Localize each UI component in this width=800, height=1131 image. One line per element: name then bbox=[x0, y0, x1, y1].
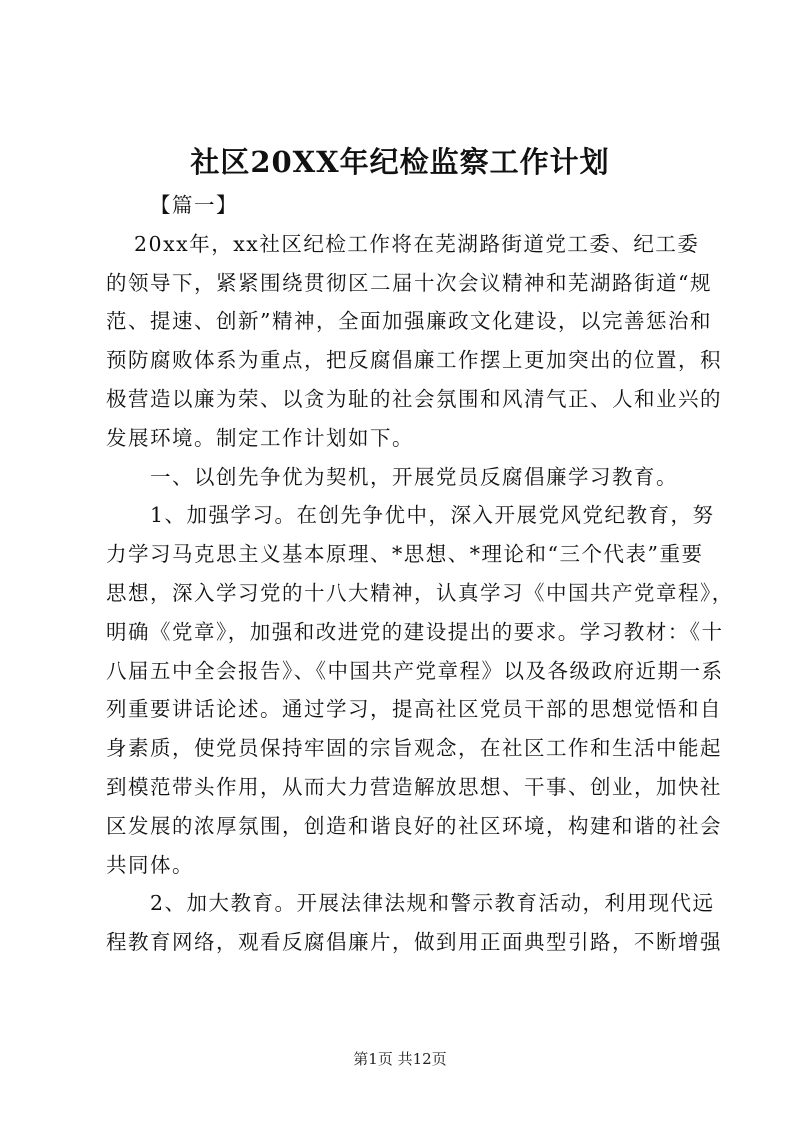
paragraph-line: 1、加强学习。在创先争优中，深入开展党风党纪教育，努 bbox=[150, 503, 715, 528]
page-title: 社区20XX年纪检监察工作计划 bbox=[190, 145, 610, 179]
paragraph-line: 明确《党章》，加强和改进党的建设提出的要求。学习教材：《十 bbox=[106, 619, 724, 644]
paragraph-line: 发展环境。制定工作计划如下。 bbox=[106, 425, 414, 450]
paragraph-line: 2、加大教育。开展法律法规和警示教育活动，利用现代远 bbox=[150, 891, 715, 916]
paragraph-line: 的领导下，紧紧围绕贯彻区二届十次会议精神和芜湖路街道“规 bbox=[106, 270, 712, 295]
paragraph-line: 极营造以廉为荣、以贪为耻的社会氛围和风清气正、人和业兴的 bbox=[106, 386, 722, 411]
paragraph-line: 到模范带头作用，从而大力营造解放思想、干事、创业，加快社 bbox=[106, 774, 722, 799]
paragraph-line: 身素质，使党员保持牢固的宗旨观念，在社区工作和生活中能起 bbox=[106, 736, 722, 761]
paragraph-line: 列重要讲话论述。通过学习，提高社区党员干部的思想觉悟和自 bbox=[106, 697, 722, 722]
paragraph-line: 区发展的浓厚氛围，创造和谐良好的社区环境，构建和谐的社会 bbox=[106, 813, 722, 838]
paragraph-line: 预防腐败体系为重点，把反腐倡廉工作摆上更加突出的位置，积 bbox=[106, 348, 722, 373]
section-heading: 【篇一】 bbox=[150, 193, 238, 217]
section-heading: 一、以创先争优为契机，开展党员反腐倡廉学习教育。 bbox=[150, 464, 678, 489]
paragraph-line: 思想，深入学习党的十八大精神，认真学习《中国共产党章程》， bbox=[106, 580, 734, 605]
paragraph-line: 共同体。 bbox=[106, 852, 194, 877]
page-number: 第1页 共12页 bbox=[353, 1050, 447, 1068]
paragraph-line: 八届五中全会报告》、《中国共产党章程》以及各级政府近期一系 bbox=[106, 658, 724, 683]
paragraph-line: 20xx年，xx社区纪检工作将在芜湖路街道党工委、纪工委 bbox=[134, 231, 700, 256]
paragraph-line: 范、提速、创新”精神，全面加强廉政文化建设，以完善惩治和 bbox=[106, 309, 712, 334]
document-body bbox=[106, 186, 734, 962]
paragraph-line: 力学习马克思主义基本原理、*思想、*理论和“三个代表”重要 bbox=[106, 542, 704, 567]
paragraph-line: 程教育网络，观看反腐倡廉片，做到用正面典型引路，不断增强 bbox=[106, 930, 722, 955]
